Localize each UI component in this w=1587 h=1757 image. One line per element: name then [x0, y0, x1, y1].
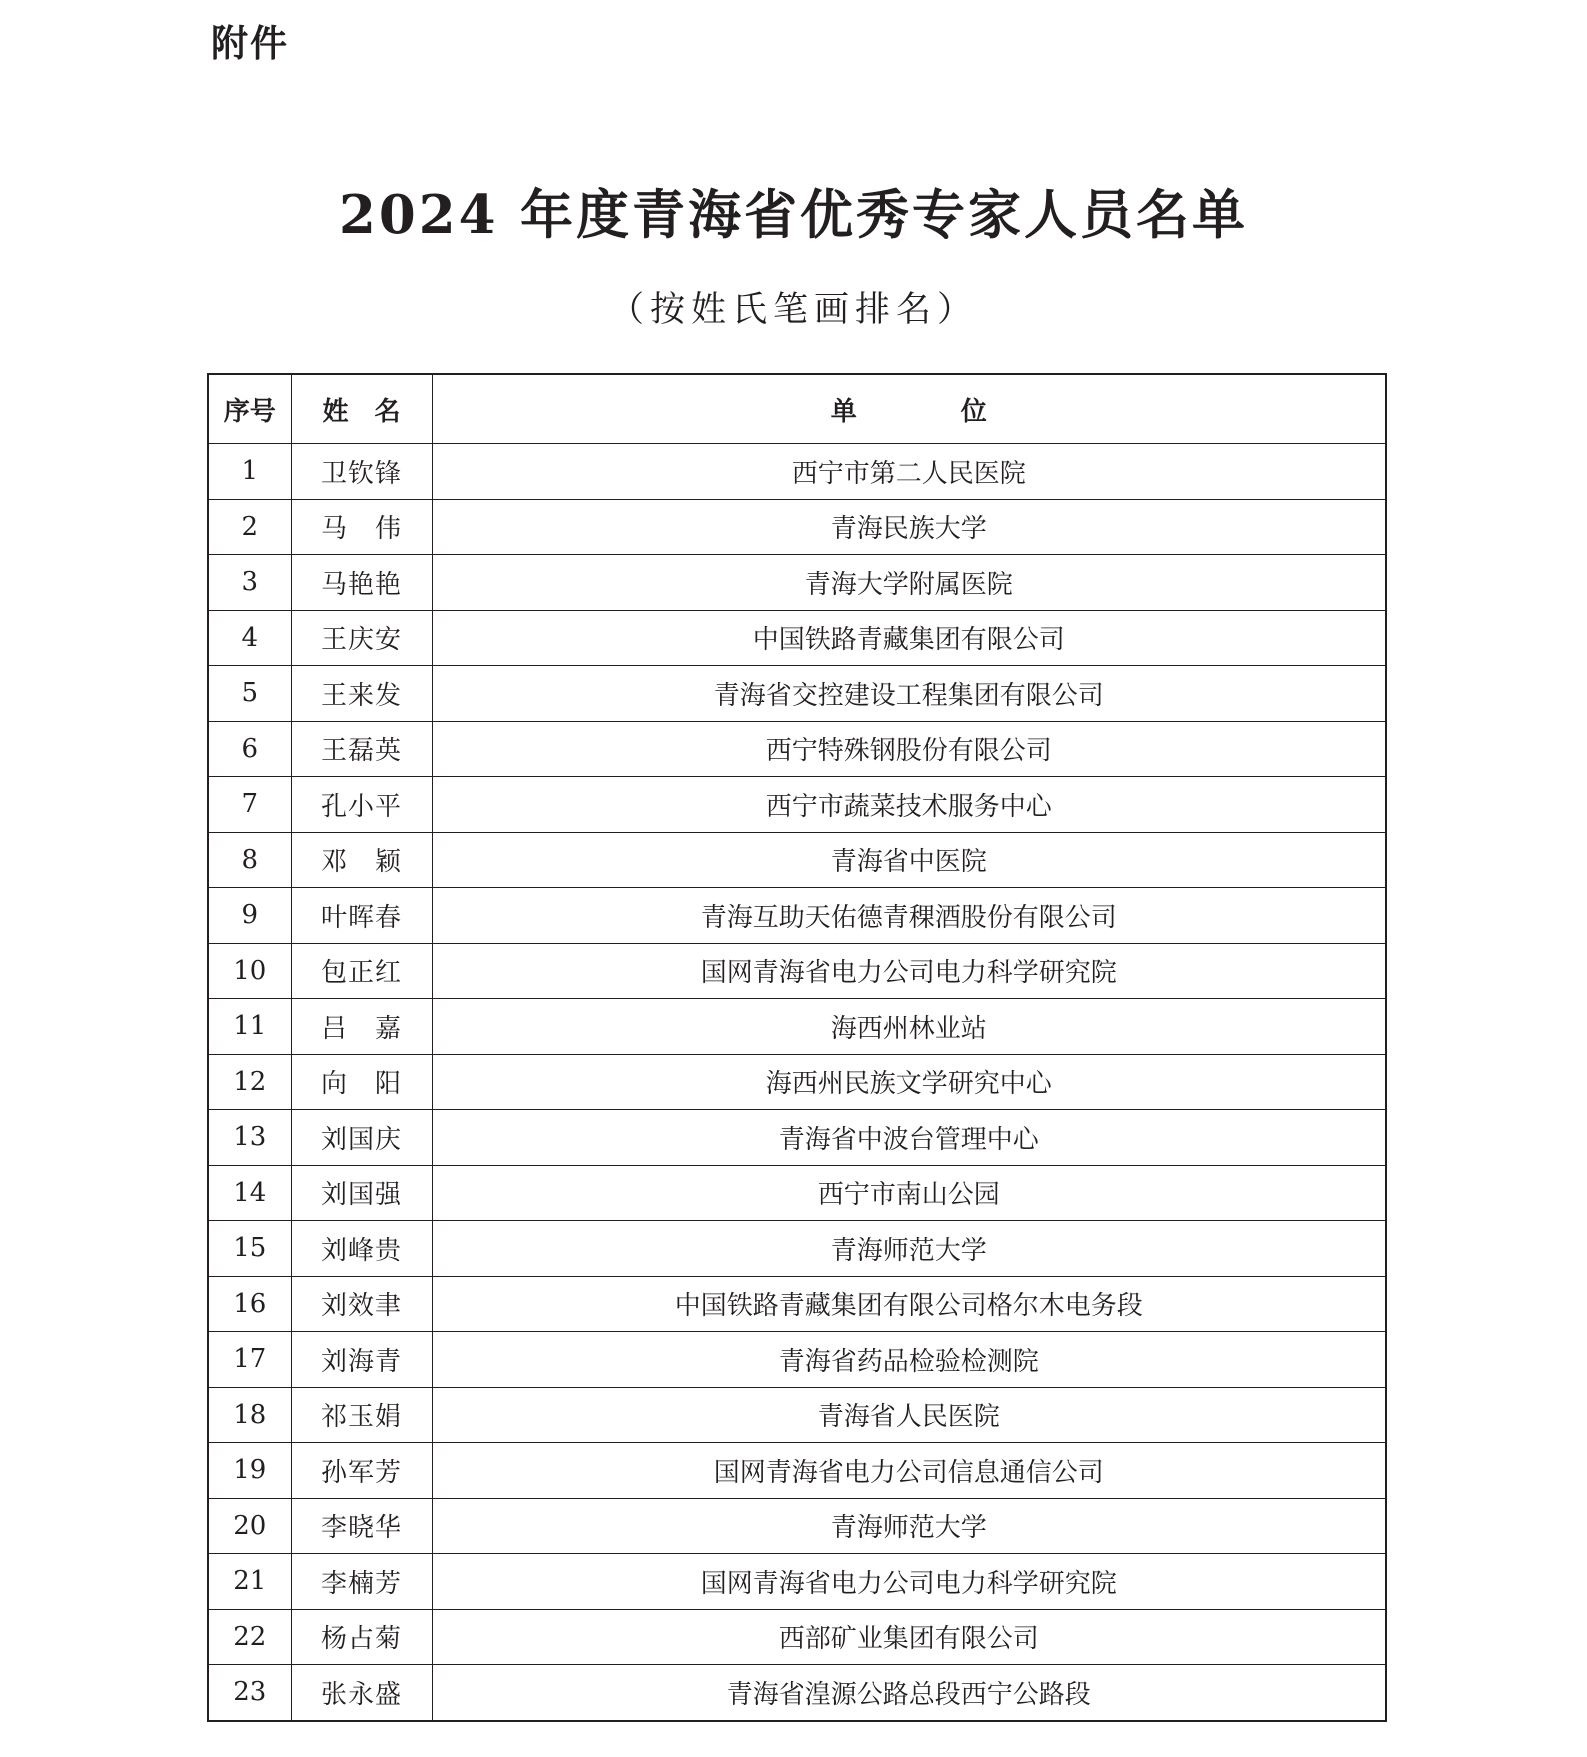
row-name: 叶晖春	[291, 888, 432, 944]
row-unit: 青海省中波台管理中心	[432, 1110, 1386, 1166]
table-row	[208, 1665, 1386, 1721]
table-row	[208, 1221, 1386, 1277]
row-seq: 10	[208, 943, 291, 999]
table-row	[208, 1498, 1386, 1554]
table-row	[208, 1110, 1386, 1166]
table-row	[208, 444, 1386, 500]
row-unit: 青海大学附属医院	[432, 555, 1386, 611]
row-name: 李楠芳	[291, 1554, 432, 1610]
row-seq: 7	[208, 777, 291, 833]
table-body	[208, 444, 1386, 1721]
row-name: 马 伟	[291, 499, 432, 555]
row-name: 杨占菊	[291, 1609, 432, 1665]
table-row	[208, 777, 1386, 833]
row-seq: 4	[208, 610, 291, 666]
row-name: 向 阳	[291, 1054, 432, 1110]
table-row	[208, 1609, 1386, 1665]
row-unit: 青海互助天佑德青稞酒股份有限公司	[432, 888, 1386, 944]
row-name: 卫钦锋	[291, 444, 432, 500]
row-name: 李晓华	[291, 1498, 432, 1554]
table-row	[208, 1554, 1386, 1610]
row-unit: 西宁特殊钢股份有限公司	[432, 721, 1386, 777]
table-row	[208, 1387, 1386, 1443]
row-seq: 23	[208, 1665, 291, 1721]
row-name: 邓 颖	[291, 832, 432, 888]
row-unit: 青海省交控建设工程集团有限公司	[432, 666, 1386, 722]
row-unit: 青海省中医院	[432, 832, 1386, 888]
attachment-label: 附件	[211, 22, 289, 65]
row-unit: 西宁市南山公园	[432, 1165, 1386, 1221]
row-seq: 17	[208, 1332, 291, 1388]
row-unit: 青海师范大学	[432, 1498, 1386, 1554]
table-row	[208, 555, 1386, 611]
row-seq: 22	[208, 1609, 291, 1665]
table-row	[208, 610, 1386, 666]
table-row	[208, 1443, 1386, 1499]
row-seq: 2	[208, 499, 291, 555]
row-seq: 3	[208, 555, 291, 611]
table-row	[208, 999, 1386, 1055]
row-unit: 青海省湟源公路总段西宁公路段	[432, 1665, 1386, 1721]
table-row	[208, 1276, 1386, 1332]
row-seq: 11	[208, 999, 291, 1055]
table-row	[208, 832, 1386, 888]
row-name: 吕 嘉	[291, 999, 432, 1055]
row-name: 王磊英	[291, 721, 432, 777]
table-row	[208, 721, 1386, 777]
row-name: 包正红	[291, 943, 432, 999]
row-seq: 18	[208, 1387, 291, 1443]
row-seq: 21	[208, 1554, 291, 1610]
row-unit: 国网青海省电力公司电力科学研究院	[432, 943, 1386, 999]
row-unit: 青海师范大学	[432, 1221, 1386, 1277]
row-name: 刘国庆	[291, 1110, 432, 1166]
table-row	[208, 1165, 1386, 1221]
table-header-row	[208, 374, 1386, 444]
row-seq: 12	[208, 1054, 291, 1110]
row-unit: 西部矿业集团有限公司	[432, 1609, 1386, 1665]
row-unit: 海西州林业站	[432, 999, 1386, 1055]
row-unit: 国网青海省电力公司信息通信公司	[432, 1443, 1386, 1499]
row-seq: 5	[208, 666, 291, 722]
row-name: 刘效聿	[291, 1276, 432, 1332]
table-row	[208, 499, 1386, 555]
row-seq: 14	[208, 1165, 291, 1221]
row-name: 祁玉娟	[291, 1387, 432, 1443]
row-unit: 西宁市第二人民医院	[432, 444, 1386, 500]
document-subtitle: （按姓氏笔画排名）	[608, 290, 978, 330]
row-name: 王来发	[291, 666, 432, 722]
table-row	[208, 888, 1386, 944]
row-name: 王庆安	[291, 610, 432, 666]
row-seq: 6	[208, 721, 291, 777]
row-seq: 9	[208, 888, 291, 944]
row-seq: 8	[208, 832, 291, 888]
row-seq: 1	[208, 444, 291, 500]
table-row	[208, 1054, 1386, 1110]
row-seq: 13	[208, 1110, 291, 1166]
row-unit: 青海省人民医院	[432, 1387, 1386, 1443]
row-seq: 16	[208, 1276, 291, 1332]
row-unit: 青海民族大学	[432, 499, 1386, 555]
table-row	[208, 666, 1386, 722]
header-seq: 序号	[208, 374, 291, 444]
row-name: 刘国强	[291, 1165, 432, 1221]
row-unit: 国网青海省电力公司电力科学研究院	[432, 1554, 1386, 1610]
row-name: 孙军芳	[291, 1443, 432, 1499]
table-row	[208, 943, 1386, 999]
row-name: 张永盛	[291, 1665, 432, 1721]
table-row	[208, 1332, 1386, 1388]
row-name: 孔小平	[291, 777, 432, 833]
row-unit: 海西州民族文学研究中心	[432, 1054, 1386, 1110]
row-seq: 19	[208, 1443, 291, 1499]
row-unit: 中国铁路青藏集团有限公司	[432, 610, 1386, 666]
row-unit: 中国铁路青藏集团有限公司格尔木电务段	[432, 1276, 1386, 1332]
expert-list-table	[207, 373, 1387, 1722]
row-seq: 15	[208, 1221, 291, 1277]
header-unit: 单 位	[432, 374, 1386, 444]
row-unit: 西宁市蔬菜技术服务中心	[432, 777, 1386, 833]
row-unit: 青海省药品检验检测院	[432, 1332, 1386, 1388]
row-name: 刘峰贵	[291, 1221, 432, 1277]
document-title: 2024 年度青海省优秀专家人员名单	[339, 184, 1248, 246]
header-name: 姓 名	[291, 374, 432, 444]
row-name: 刘海青	[291, 1332, 432, 1388]
row-name: 马艳艳	[291, 555, 432, 611]
row-seq: 20	[208, 1498, 291, 1554]
